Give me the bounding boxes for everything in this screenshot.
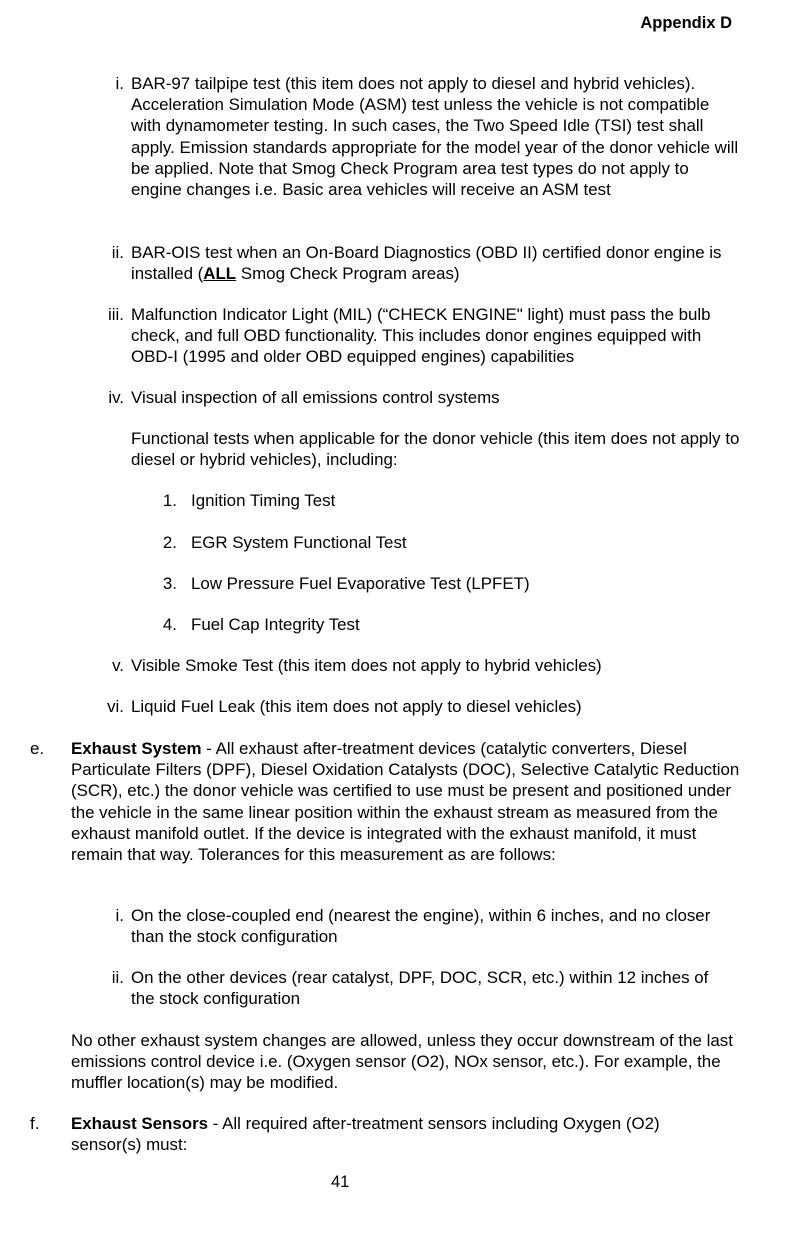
list-item-text: On the other devices (rear catalyst, DPF, DOC, SCR, etc.) within 12 inches of the stock configuration (131, 968, 709, 1009)
list-item-text: EGR System Functional Test (191, 533, 407, 552)
list-marker: ii. (111, 968, 124, 987)
section-body: - All required after-treatment sensors including Oxygen (O2) sensor(s) must: (71, 1114, 660, 1155)
section-marker: f. (30, 1114, 40, 1133)
list-marker: i. (115, 906, 124, 925)
list-item-text: Visible Smoke Test (this item does not apply to hybrid vehicles) (131, 656, 602, 675)
list-marker: iv. (108, 388, 124, 407)
list-marker: 4. (162, 615, 177, 634)
section-text (71, 738, 741, 865)
list-marker: i. (115, 74, 124, 93)
list-marker: vi. (107, 697, 124, 716)
list-item-text: Low Pressure Fuel Evaporative Test (LPFET) (191, 574, 530, 593)
list-item-text: Ignition Timing Test (191, 491, 336, 510)
list-marker: 1. (162, 491, 177, 510)
list-item-text: On the close-coupled end (nearest the engine), within 6 inches, and no closer than the stock configuration (131, 906, 711, 947)
list-item-text: Fuel Cap Integrity Test (191, 615, 360, 634)
functional-tests-intro: Functional tests when applicable for the donor vehicle (this item does not apply to diesel or hybrid vehicles), including: (131, 429, 740, 470)
text-segment: BAR-OIS test when an On-Board Diagnostics (OBD II) certified donor engine is installed ( (131, 243, 722, 284)
section-marker: e. (30, 739, 45, 758)
list-marker: 2. (162, 533, 177, 552)
page-number: 41 (331, 1173, 350, 1191)
section-body: - All exhaust after-treatment devices (catalytic converters, Diesel Particulate Filters (DPF), Diesel Oxidation Catalysts (DOC), Selective Catalytic Reduction (SCR), etc.) the donor vehicle was certified to use must be present and positioned under the vehicle in the same linear position within the exhaust stream as measured from the exhaust manifold outlet. If the device is integrated with the exhaust manifold, it must remain that way. Tolerances for this measurement as are follows: (71, 739, 740, 865)
list-item-text: Malfunction Indicator Light (MIL) (“CHECK ENGINE" light) must pass the bulb check, and full OBD functionality. This includes donor engines equipped with OBD-I (1995 and older OBD equipped engines) capabilities (131, 305, 711, 367)
list-marker: iii. (108, 305, 124, 324)
section-title: Exhaust Sensors (71, 1114, 209, 1133)
list-marker: v. (112, 656, 124, 675)
list-item-text: Liquid Fuel Leak (this item does not apply to diesel vehicles) (131, 697, 582, 716)
text-segment: Smog Check Program areas) (236, 264, 460, 284)
list-marker: ii. (111, 243, 124, 262)
exhaust-closing-paragraph: No other exhaust system changes are allowed, unless they occur downstream of the last emissions control device i.e. (Oxygen sensor (O2), NOx sensor, etc.). For example, the muffler location(s) may be modified. (71, 1031, 733, 1093)
list-item-text: Visual inspection of all emissions control systems (131, 388, 500, 407)
list-marker: 3. (162, 574, 177, 593)
section-text (71, 1113, 731, 1155)
section-title: Exhaust System (71, 739, 202, 758)
page-header: Appendix D (640, 14, 732, 32)
list-item-text (131, 242, 741, 284)
list-item-text: BAR-97 tailpipe test (this item does not apply to diesel and hybrid vehicles). Acceleration Simulation Mode (ASM) test unless the vehicle is not compatible with dynamometer testing. In such cases, the Two Speed Idle (TSI) test shall apply. Emission standards appropriate for the model year of the donor vehicle will be applied. Note that Smog Check Program area test types do not apply to engine changes i.e. Basic area vehicles will receive an ASM test (131, 74, 739, 200)
emphasis-all: ALL (203, 264, 237, 284)
